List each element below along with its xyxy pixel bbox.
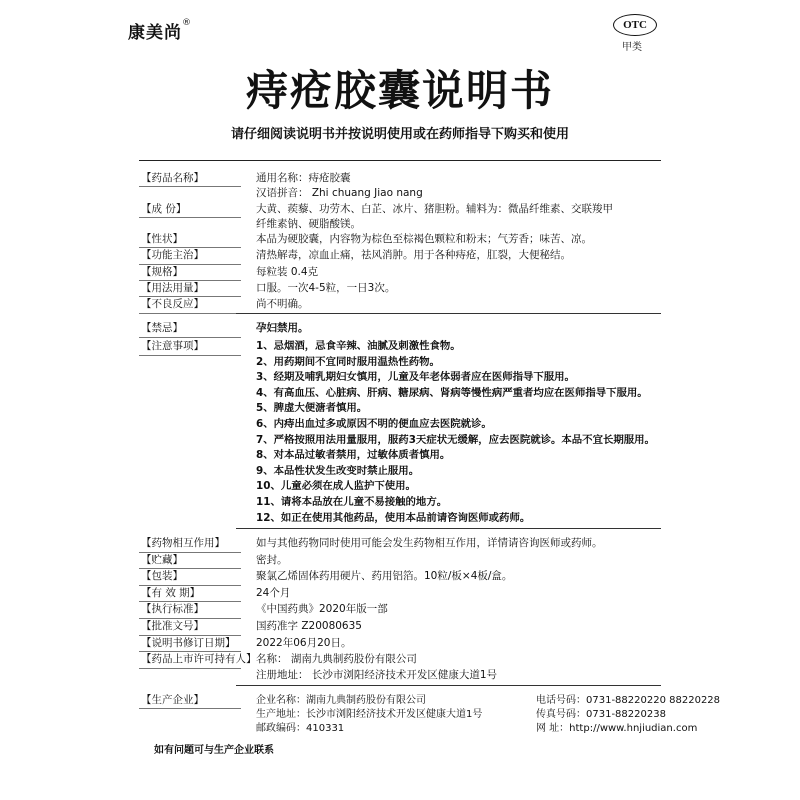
field-value	[241, 569, 661, 586]
field-label: 【功能主治】	[139, 248, 241, 264]
precaution-item: 1、忌烟酒，忌食辛辣、油腻及刺激性食物。	[256, 340, 461, 352]
info-row	[139, 619, 661, 636]
otc-badge: OTC	[613, 14, 657, 36]
field-value-line: 纤维素钠、硬脂酸镁。	[256, 217, 361, 230]
field-value-line: 尚不明确。	[256, 298, 309, 311]
field-label: 【药物相互作用】	[139, 536, 241, 553]
manufacturer-line: 电话号码：0731-88220220 88220228	[536, 695, 721, 706]
precaution-item: 11、请将本品放在儿童不易接触的地方。	[256, 495, 448, 508]
field-value	[241, 636, 661, 653]
divider	[236, 313, 661, 314]
document-subtitle: 请仔细阅读说明书并按说明使用或在药师指导下购买和使用	[230, 127, 569, 142]
field-value	[241, 586, 661, 603]
manufacturer-line: 生产地址：长沙市浏阳经济技术开发区健康大道1号	[256, 709, 483, 720]
field-value-line: 注册地址： 长沙市浏阳经济技术开发区健康大道1号	[256, 668, 498, 681]
manufacturer-line: 传真号码：0731-88220238	[536, 709, 666, 720]
field-value	[241, 281, 661, 297]
field-value	[241, 619, 661, 636]
field-value	[241, 202, 661, 233]
field-value	[241, 248, 661, 264]
field-value-line: 名称： 湖南九典制药股份有限公司	[256, 653, 417, 666]
field-value-line: 清热解毒，凉血止痛，祛风消肿。用于各种痔疮，肛裂，大便秘结。	[256, 249, 571, 262]
field-label: 【药品上市许可持有人】	[139, 652, 241, 669]
contraindication-section	[139, 321, 661, 338]
field-value-line: 国药准字 Z20080635	[256, 619, 362, 632]
precaution-item: 7、严格按照用法用量服用，服药3天症状无缓解，应去医院就诊。本品不宜长期服用。	[256, 433, 655, 446]
document-title: 痔疮胶囊说明书	[245, 66, 554, 115]
field-value-line: 聚氯乙烯固体药用硬片、药用铝箔。10粒/板×4板/盒。	[256, 570, 513, 583]
precaution-item: 4、有高血压、心脏病、肝病、糖尿病、肾病等慢性病严重者均应在医师指导下服用。	[256, 386, 648, 399]
precaution-item: 8、对本品过敏者禁用，过敏体质者慎用。	[256, 449, 451, 462]
field-value	[241, 553, 661, 570]
manufacturer-line: 网 址：http://www.hnjiudian.com	[536, 723, 698, 734]
field-label: 【注意事项】	[139, 339, 241, 356]
field-value-line: 密封。	[256, 553, 288, 566]
registered-mark: ®	[182, 18, 192, 28]
info-row	[139, 586, 661, 603]
manufacturer-details	[241, 694, 721, 736]
field-value-line: 大黄、蒺藜、功劳木、白芷、冰片、猪胆粉。辅料为：微晶纤维素、交联羧甲	[256, 202, 613, 215]
field-value-line: 2022年06月20日。	[256, 636, 352, 649]
field-value	[241, 652, 661, 683]
precaution-item: 3、经期及哺乳期妇女慎用，儿童及年老体弱者应在医师指导下服用。	[256, 371, 575, 384]
info-row	[139, 202, 661, 233]
field-label: 【不良反应】	[139, 297, 241, 313]
info-row	[139, 321, 661, 338]
manufacturer-section	[139, 693, 721, 736]
precaution-item: 12、如正在使用其他药品，使用本品前请咨询医师或药师。	[256, 511, 531, 524]
info-row	[139, 553, 661, 570]
field-value-line: 通用名称：痔疮胶囊	[256, 172, 351, 184]
field-value-line: 每粒装 0.4克	[256, 265, 319, 278]
field-label: 【生产企业】	[139, 693, 241, 709]
field-label: 【说明书修订日期】	[139, 636, 241, 653]
field-value	[241, 232, 661, 248]
field-label: 【有 效 期】	[139, 586, 241, 603]
precaution-item: 10、儿童必须在成人监护下使用。	[256, 480, 416, 493]
manufacturer-line: 企业名称：湖南九典制药股份有限公司	[256, 695, 426, 706]
precautions-section	[139, 339, 661, 526]
drug-info-section	[139, 171, 661, 314]
info-row	[139, 281, 661, 297]
divider	[139, 160, 661, 161]
field-label: 【药品名称】	[139, 171, 241, 187]
field-value	[241, 536, 661, 553]
field-value-line: 本品为硬胶囊，内容物为棕色至棕褐色颗粒和粉末；气芳香；味苦、凉。	[256, 233, 592, 246]
field-value	[241, 602, 661, 619]
manufacturer-contact-column	[536, 694, 720, 736]
field-label: 【贮藏】	[139, 553, 241, 570]
info-row	[139, 171, 661, 202]
manufacturer-address-column	[241, 694, 536, 736]
field-label: 【规格】	[139, 265, 241, 281]
precaution-item: 6、内痔出血过多或原因不明的便血应去医院就诊。	[256, 417, 492, 430]
field-label: 【执行标准】	[139, 602, 241, 619]
field-label: 【成 份】	[139, 202, 241, 218]
field-value-line: 《中国药典》2020年版一部	[256, 603, 388, 616]
field-label: 【性状】	[139, 232, 241, 248]
brand-name: 康美尚	[128, 23, 182, 43]
precaution-item: 2、用药期间不宜同时服用温热性药物。	[256, 355, 440, 368]
info-row	[139, 569, 661, 586]
contact-note: 如有问题可与生产企业联系	[154, 745, 274, 756]
field-value-line: 24个月	[256, 586, 291, 599]
precaution-item: 5、脾虚大便溏者慎用。	[256, 402, 368, 415]
precaution-item: 9、本品性状发生改变时禁止服用。	[256, 464, 420, 477]
brand-logo	[128, 18, 192, 43]
info-row	[139, 602, 661, 619]
field-label: 【禁忌】	[139, 321, 241, 338]
field-label: 【用法用量】	[139, 281, 241, 297]
info-row	[139, 248, 661, 264]
divider	[236, 528, 661, 529]
info-row	[139, 652, 661, 683]
field-value	[241, 265, 661, 281]
info-row	[139, 636, 661, 653]
field-value: 孕妇禁用。	[256, 322, 309, 334]
precautions-list	[241, 339, 655, 526]
info-row	[139, 536, 661, 553]
info-row	[139, 339, 661, 526]
info-row	[139, 297, 661, 313]
info-row	[139, 232, 661, 248]
field-label: 【包装】	[139, 569, 241, 586]
info-row	[139, 265, 661, 281]
manufacturer-line: 邮政编码：410331	[256, 723, 345, 734]
field-value-line: 如与其他药物同时使用可能会发生药物相互作用，详情请咨询医师或药师。	[256, 537, 603, 549]
field-value	[241, 171, 661, 202]
field-value-line: 汉语拼音： Zhi chuang Jiao nang	[256, 187, 423, 200]
field-label: 【批准文号】	[139, 619, 241, 636]
field-value	[241, 297, 661, 313]
field-value-line: 口服。一次4-5粒，一日3次。	[256, 282, 396, 295]
storage-approval-section	[139, 536, 661, 683]
divider	[236, 685, 661, 686]
otc-category: 甲类	[622, 42, 642, 53]
